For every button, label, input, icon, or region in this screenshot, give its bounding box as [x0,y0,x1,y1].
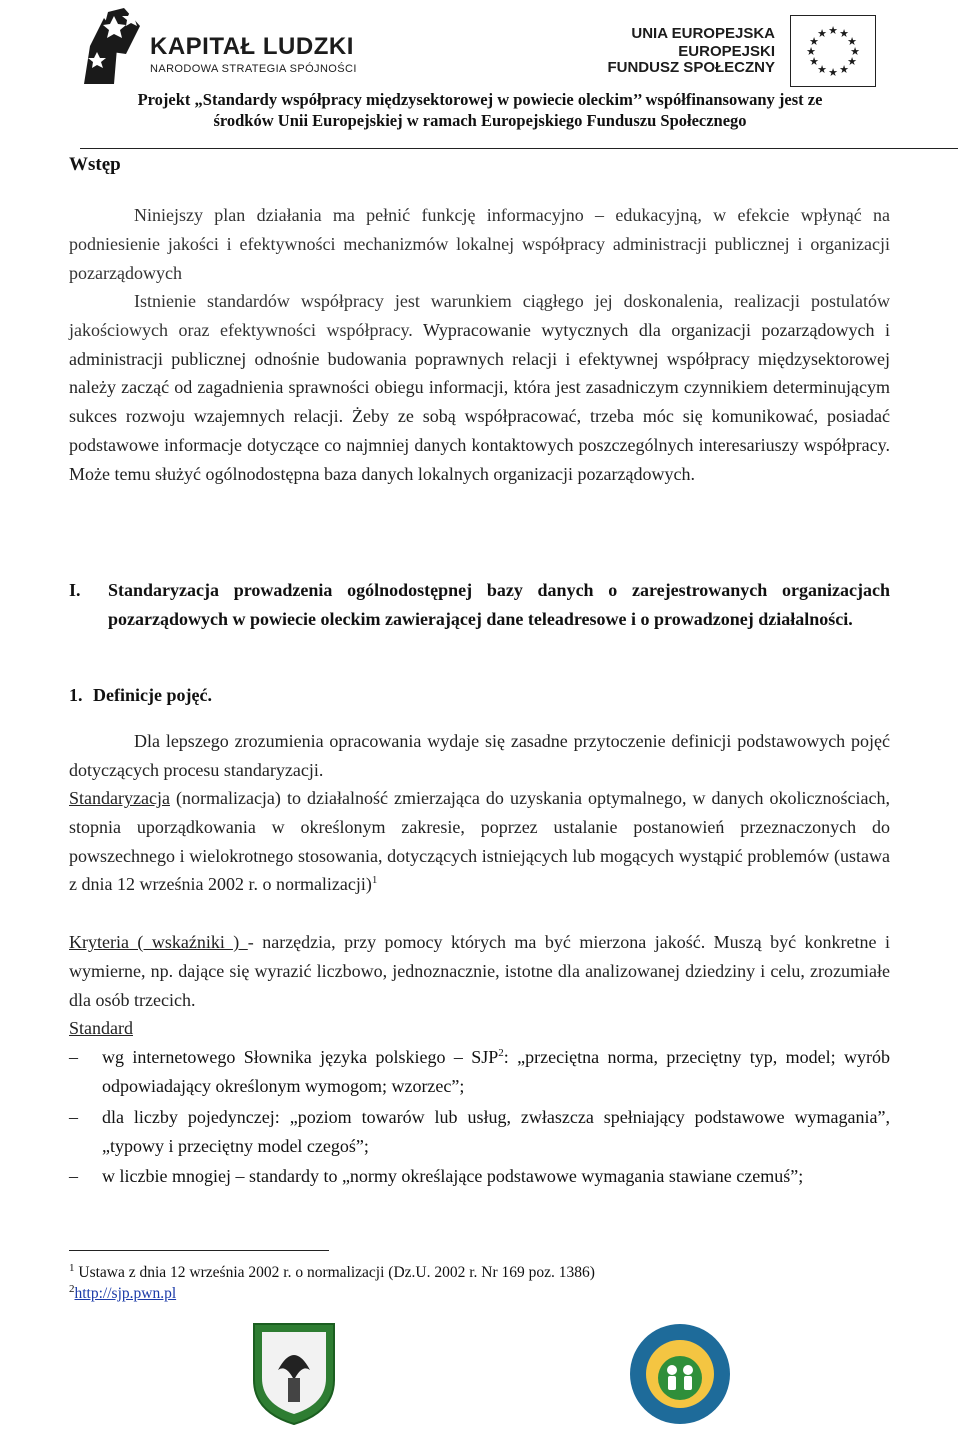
project-line-2: środków Unii Europejskiej w ramach Europejskiego Funduszu Społecznego [213,111,747,130]
coat-of-arms-icon [248,1320,340,1426]
svg-text:★: ★ [839,63,849,76]
intro-paragraph-2b: Wypracowanie wytycznych dla organizacji pozarządowych i administracji publicznej odnośnie budowania poprawnych relacji i efektywnej współpracy międzysektorowej należy zacząć od zagadnienia sprawności obiegu informacji, która jest zasadniczym czynnikiem determinującym sukces rozwoju wzajemnych relacji. Żeby ze sobą współpracować, trzeba móc się komunikować, posiadać podstawowe informacje dotyczące co najmniej danych kontaktowych poszczególnych interesariuszy współpracy. Może temu służyć ogólnodostępna baza danych lokalnych organizacji pozarządowych. [69,319,890,484]
coat-of-arms-logo [248,1320,340,1426]
footnote-1-text: Ustawa z dnia 12 września 2002 r. o normalizacji (Dz.U. 2002 r. Nr 169 poz. 1386) [74,1264,595,1281]
list-item-text: w liczbie mnogiej – standardy to „normy określające podstawowe wymagania stawiane czemuś”; [102,1166,804,1186]
svg-text:★: ★ [828,66,838,79]
svg-text:★: ★ [809,55,819,68]
project-line-1: Projekt „Standardy współpracy międzysektorowej w powiecie oleckim’’ współfinansowany jest ze [137,90,823,109]
intro-paragraph-2 [69,287,890,489]
definitions-intro: Dla lepszego zrozumienia opracowania wydaje się zasadne przytoczenie definicji podstawowych pojęć dotyczących procesu standaryzacji. [69,731,890,780]
section-1-heading [69,576,890,634]
svg-text:★: ★ [847,35,857,48]
definition-standaryzacja [69,784,890,899]
def-standaryzacja: (normalizacja) to działalność zmierzająca do uzyskania optymalnego, w danych okolicznościach, stopnia uporządkowania w określonym zakresie, poprzez ustalanie postanowień przeznaczonych do powszechnego i wielokrotnego stosowania, dotyczących istniejących lub mogących wystąpić problemów (ustawa z dnia 12 września 2002 r. o normalizacji) [69,788,890,895]
standard-list-item [69,1103,890,1161]
list-dash: – [69,1047,78,1067]
eu-line-3: FUNDUSZ SPOŁECZNY [607,59,775,76]
footnote-ref-2[interactable]: 2 [498,1047,504,1059]
subsection-1-title: Definicje pojęć. [93,685,212,705]
footnote-2 [69,1283,176,1304]
svg-text:★: ★ [850,45,860,58]
section-1-number: I. [69,580,81,600]
eu-line-1: UNIA EUROPEJSKA [631,25,775,42]
section-1-title: Standaryzacja prowadzenia ogólnodostępnej bazy danych o zarejestrowanych organizacjach pozarządowych w powiecie oleckim zawierającej dane teleadresowe i o prowadzonej działalności. [108,580,890,629]
footnote-1 [69,1262,595,1283]
svg-text:★: ★ [839,27,849,40]
svg-text:★: ★ [828,24,838,37]
list-item-text: dla liczby pojedynczej: „poziom towarów lub usług, zwłaszcza spełniający podstawowe wymagania”, „typowy i przeciętny model czegoś”; [102,1107,890,1156]
footnote-divider [69,1250,329,1251]
strategy-logo [628,1322,732,1426]
list-dash: – [69,1166,78,1186]
intro-paragraph-2a: Istnienie standardów współpracy jest warunkiem ciągłego jej doskonalenia, realizacji postulatów jakościowych oraz efektywności współpracy. [69,291,890,340]
list-item-text: wg internetowego Słownika języka polskiego – SJP$^2$: „przeciętna norma, przeciętny typ, model; wyrób odpowiadający określonym wymogom; wzorzec”; [102,1047,890,1096]
kapital-ludzki-emblem-icon [80,6,150,86]
svg-text:★: ★ [806,45,816,58]
svg-text:★: ★ [817,27,827,40]
kapital-ludzki-subtitle: NARODOWA STRATEGIA SPÓJNOŚCI [150,63,357,75]
kapital-ludzki-logo [80,6,370,86]
standard-list-item [69,1162,890,1191]
definition-standard-heading [69,1014,890,1043]
list-dash: – [69,1107,78,1127]
project-header [95,89,865,131]
term-kryteria: Kryteria ( wskaźniki ) [69,932,248,952]
eu-line-2: EUROPEJSKI [678,43,775,60]
svg-text:★: ★ [817,63,827,76]
standard-list-item [69,1043,890,1101]
subsection-1-heading [69,681,890,710]
subsection-1-number: 1. [69,685,83,705]
kapital-ludzki-title: KAPITAŁ LUDZKI [150,33,354,60]
term-standaryzacja: Standaryzacja [69,788,170,808]
term-standard: Standard [69,1018,133,1038]
svg-text:★: ★ [847,55,857,68]
intro-heading: Wstęp [69,154,121,175]
footnote-2-link[interactable]: http://sjp.pwn.pl [74,1285,177,1302]
eu-logo [585,15,885,87]
eu-flag-icon [790,15,876,87]
header-divider [80,148,958,149]
definition-kryteria [69,928,890,1014]
strategy-emblem-icon [628,1322,732,1426]
footnote-ref-1[interactable]: 1 [371,874,378,887]
footnote-2-number: 2 [69,1282,75,1295]
intro-paragraph-1: Niniejszy plan działania ma pełnić funkcję informacyjno – edukacyjną, w efekcie wpłynąć na podniesienie jakości i efektywności mechanizmów lokalnej współpracy administracji publicznej i organizacji pozarządowych [69,205,890,283]
def-kryteria: - narzędzia, przy pomocy których ma być mierzona jakość. Muszą być konkretne i wymierne, np. dające się wyrazić liczbowo, jednoznacznie, istotne dla analizowanej dziedziny i celu, zrozumiałe dla osób trzecich. [69,932,890,1010]
footnote-1-number: 1 [69,1261,75,1274]
svg-text:★: ★ [809,35,819,48]
